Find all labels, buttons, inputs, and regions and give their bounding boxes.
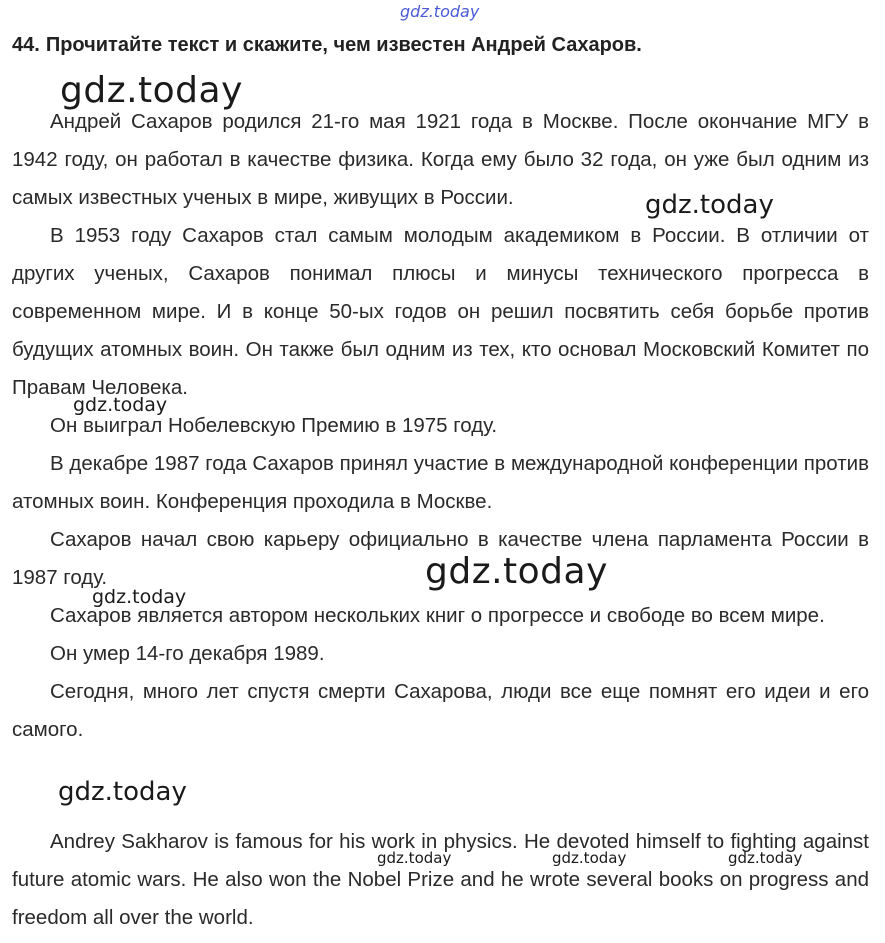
- watermark: gdz.today: [645, 190, 774, 220]
- russian-text: [12, 103, 869, 749]
- paragraph-death: Он умер 14-го декабря 1989.: [50, 642, 325, 665]
- english-answer: [12, 823, 869, 937]
- paragraph-books: Сахаров является автором нескольких книг о прогрессе и свободе во всем мире.: [50, 604, 825, 627]
- paragraph-nobel: Он выиграл Нобелевскую Премию в 1975 году.: [50, 414, 498, 437]
- answer-paragraph: Andrey Sakharov is famous for his work in physics. He devoted himself to fighting against future atomic wars. He also won the Nobel Prize and he wrote several books on progress and freedom all over the world.: [12, 830, 869, 929]
- watermark: gdz.today: [728, 849, 803, 867]
- watermark: gdz.today: [425, 551, 608, 592]
- exercise-instruction: Прочитайте текст и скажите, чем известен Андрей Сахаров.: [45, 34, 642, 56]
- paragraph-birth: Андрей Сахаров родился 21-го мая 1921 года в Москве. После окончание МГУ в 1942 году, он работал в качестве физика. Когда ему было 32 года, он уже был одним из самых известных ученых в мире, живущих в России.: [12, 110, 869, 209]
- watermark: gdz.today: [58, 777, 187, 807]
- watermark: gdz.today: [552, 849, 627, 867]
- watermark: gdz.today: [60, 70, 243, 111]
- paragraph-conference: В декабре 1987 года Сахаров принял участие в международной конференции против атомных воин. Конференция проходила в Москве.: [12, 452, 869, 513]
- watermark: gdz.today: [92, 586, 187, 608]
- exercise-heading: [12, 34, 642, 57]
- paragraph-parliament: Сахаров начал свою карьеру официально в качестве члена парламента России в 1987 году.: [12, 528, 869, 589]
- watermark: gdz.today: [377, 849, 452, 867]
- exercise-number: 44.: [12, 34, 40, 56]
- watermark: gdz.today: [73, 394, 168, 416]
- paragraph-legacy: Сегодня, много лет спустя смерти Сахарова, люди все еще помнят его идеи и его самого.: [12, 680, 869, 741]
- watermark-top: gdz.today: [400, 2, 480, 21]
- paragraph-academician: В 1953 году Сахаров стал самым молодым академиком в России. В отличии от других ученых, Сахаров понимал плюсы и минусы технического прогресса в современном мире. И в конце 50-ых годов он решил посвятить себя борьбе против будущих атомных воин. Он также был одним из тех, кто основал Московский Комитет по Правам Человека.: [12, 224, 869, 399]
